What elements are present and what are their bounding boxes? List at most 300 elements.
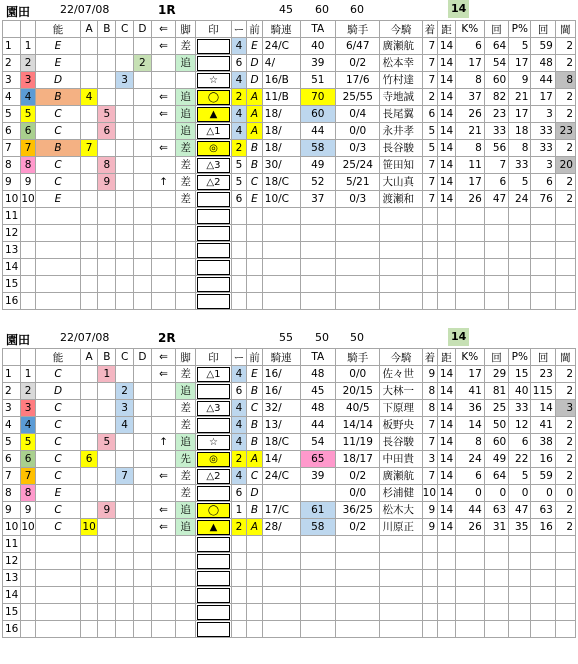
column-header: 距 xyxy=(438,349,456,366)
k-percent: 8 xyxy=(455,72,484,89)
prediction-mark-box: △1 xyxy=(197,124,230,139)
empty-cell xyxy=(455,225,484,242)
jockey-pair: 18/ xyxy=(262,140,300,157)
ta-value: 37 xyxy=(300,191,336,208)
column-header: ー xyxy=(231,21,247,38)
move-arrow: ↑ xyxy=(151,434,175,451)
k-percent: 17 xyxy=(455,55,484,72)
empty-cell xyxy=(80,276,98,293)
empty-cell xyxy=(555,587,575,604)
column-header-row xyxy=(3,349,576,366)
ta-value: 70 xyxy=(300,89,336,106)
p-percent: 6 xyxy=(509,434,531,451)
empty-cell xyxy=(134,587,152,604)
empty-cell xyxy=(36,242,80,259)
empty-cell xyxy=(531,536,555,553)
empty-cell xyxy=(438,276,456,293)
front-grade: B xyxy=(247,502,263,519)
front-grade: A xyxy=(247,519,263,536)
jockey-name: 寺地誠 xyxy=(380,89,422,106)
ta-value: 60 xyxy=(300,106,336,123)
empty-cell xyxy=(80,621,98,638)
prediction-mark-box xyxy=(197,39,230,54)
finish-count: 7 xyxy=(422,55,438,72)
empty-cell xyxy=(116,225,134,242)
ability-grade: C xyxy=(36,468,80,485)
jockey-name: 廣瀬航 xyxy=(380,468,422,485)
empty-cell xyxy=(380,553,422,570)
m-value: 4 xyxy=(231,434,247,451)
col-c-value: 3 xyxy=(116,72,134,89)
empty-cell xyxy=(176,225,196,242)
distance-value: 14 xyxy=(438,468,456,485)
empty-cell xyxy=(98,208,116,225)
empty-cell xyxy=(134,536,152,553)
column-header-row xyxy=(3,21,576,38)
race-1-sheet xyxy=(2,0,576,310)
table-row xyxy=(3,157,576,174)
empty-cell xyxy=(176,587,196,604)
empty-cell xyxy=(380,536,422,553)
prediction-mark xyxy=(196,140,232,157)
empty-cell xyxy=(231,587,247,604)
empty-cell xyxy=(455,208,484,225)
k-percent: 8 xyxy=(455,140,484,157)
prediction-mark-box: ☆ xyxy=(197,73,230,88)
distance-header: 14 xyxy=(448,0,469,18)
empty-cell xyxy=(438,259,456,276)
empty-cell xyxy=(98,225,116,242)
p-percent: 0 xyxy=(509,485,531,502)
column-header: 距 xyxy=(438,21,456,38)
move-arrow xyxy=(151,383,175,400)
empty-cell xyxy=(380,604,422,621)
empty-row xyxy=(3,621,576,638)
empty-cell xyxy=(80,570,98,587)
k-count: 6 xyxy=(484,174,508,191)
waku-number: 10 xyxy=(20,519,36,536)
row-number: 9 xyxy=(3,174,21,191)
empty-cell xyxy=(98,570,116,587)
k-count: 56 xyxy=(484,140,508,157)
empty-cell xyxy=(176,293,196,310)
empty-cell xyxy=(196,293,232,310)
distance-value: 14 xyxy=(438,502,456,519)
empty-cell xyxy=(231,553,247,570)
column-header: ー xyxy=(231,349,247,366)
k-percent: 6 xyxy=(455,468,484,485)
k-count: 31 xyxy=(484,519,508,536)
p-count: 6 xyxy=(531,174,555,191)
row-number: 16 xyxy=(3,621,21,638)
col-a-value xyxy=(80,55,98,72)
empty-cell xyxy=(262,208,300,225)
row-number: 15 xyxy=(3,276,21,293)
prediction-mark-box xyxy=(197,294,230,309)
pace-value: 45 xyxy=(279,3,293,16)
jockey-pair: 18/ xyxy=(262,123,300,140)
running-style: 追 xyxy=(176,89,196,106)
empty-cell xyxy=(176,536,196,553)
empty-cell xyxy=(300,621,336,638)
col-c-value xyxy=(116,451,134,468)
ta-value: 52 xyxy=(300,174,336,191)
jockey-pair: 17/C xyxy=(262,502,300,519)
empty-cell xyxy=(151,604,175,621)
finish-count: 7 xyxy=(422,72,438,89)
front-grade: E xyxy=(247,366,263,383)
running-style: 差 xyxy=(176,157,196,174)
p-percent: 15 xyxy=(509,366,531,383)
m-value: 4 xyxy=(231,38,247,55)
empty-cell xyxy=(262,242,300,259)
p-percent: 33 xyxy=(509,157,531,174)
empty-cell xyxy=(20,276,36,293)
running-style: 差 xyxy=(176,174,196,191)
waku-number: 7 xyxy=(20,468,36,485)
row-number: 6 xyxy=(3,451,21,468)
row-number: 13 xyxy=(3,570,21,587)
m-value: 2 xyxy=(231,140,247,157)
jockey-name: 永井孝 xyxy=(380,123,422,140)
col-a-value xyxy=(80,191,98,208)
k-count: 60 xyxy=(484,434,508,451)
waku-number: 8 xyxy=(20,485,36,502)
col-c-value xyxy=(116,55,134,72)
prediction-mark-box xyxy=(197,605,230,620)
empty-row xyxy=(3,208,576,225)
empty-cell xyxy=(231,225,247,242)
prediction-mark-box xyxy=(197,418,230,433)
p-count: 59 xyxy=(531,468,555,485)
empty-cell xyxy=(455,293,484,310)
empty-cell xyxy=(555,570,575,587)
empty-cell xyxy=(422,587,438,604)
waku-number: 3 xyxy=(20,400,36,417)
finish-count: 8 xyxy=(422,400,438,417)
col-d-value xyxy=(134,383,152,400)
move-arrow xyxy=(151,417,175,434)
distance-value: 14 xyxy=(438,89,456,106)
empty-cell xyxy=(176,208,196,225)
pace-value: 55 xyxy=(279,331,293,344)
col-a-value xyxy=(80,174,98,191)
col-d-value: 2 xyxy=(134,55,152,72)
empty-cell xyxy=(555,259,575,276)
jockey-pair: 10/C xyxy=(262,191,300,208)
ta-value: 45 xyxy=(300,383,336,400)
jockey-record: 0/0 xyxy=(336,485,380,502)
empty-cell xyxy=(336,293,380,310)
jockey-record: 5/21 xyxy=(336,174,380,191)
col-b-value xyxy=(98,72,116,89)
k-count: 29 xyxy=(484,366,508,383)
col-b-value xyxy=(98,519,116,536)
pace-value: 60 xyxy=(350,3,364,16)
gate-value: 2 xyxy=(555,106,575,123)
prediction-mark xyxy=(196,157,232,174)
column-header: 騎連 xyxy=(262,349,300,366)
empty-cell xyxy=(438,621,456,638)
prediction-mark-box xyxy=(197,384,230,399)
col-b-value xyxy=(98,485,116,502)
finish-count: 2 xyxy=(422,89,438,106)
empty-cell xyxy=(380,293,422,310)
k-percent: 14 xyxy=(455,417,484,434)
m-value: 4 xyxy=(231,400,247,417)
empty-cell xyxy=(300,225,336,242)
ability-grade: E xyxy=(36,485,80,502)
empty-cell xyxy=(116,208,134,225)
empty-cell xyxy=(80,259,98,276)
empty-cell xyxy=(20,208,36,225)
table-row xyxy=(3,106,576,123)
ta-value: 48 xyxy=(300,366,336,383)
row-number: 8 xyxy=(3,485,21,502)
jockey-record: 25/24 xyxy=(336,157,380,174)
empty-cell xyxy=(247,604,263,621)
ability-grade: C xyxy=(36,366,80,383)
k-count: 64 xyxy=(484,38,508,55)
p-percent: 18 xyxy=(509,123,531,140)
row-number: 6 xyxy=(3,123,21,140)
running-style xyxy=(176,72,196,89)
empty-cell xyxy=(438,242,456,259)
jockey-pair: 13/ xyxy=(262,417,300,434)
prediction-mark-box: ◎ xyxy=(197,141,230,156)
front-grade: D xyxy=(247,55,263,72)
col-a-value xyxy=(80,383,98,400)
prediction-mark-box xyxy=(197,56,230,71)
entries-table xyxy=(2,20,576,310)
empty-cell xyxy=(484,293,508,310)
table-row xyxy=(3,485,576,502)
jockey-pair: 28/ xyxy=(262,519,300,536)
prediction-mark xyxy=(196,72,232,89)
empty-cell xyxy=(455,536,484,553)
prediction-mark-box: ▲ xyxy=(197,520,230,535)
table-row xyxy=(3,400,576,417)
running-style: 差 xyxy=(176,38,196,55)
gate-value: 0 xyxy=(555,485,575,502)
empty-cell xyxy=(98,553,116,570)
p-count: 59 xyxy=(531,38,555,55)
empty-cell xyxy=(98,621,116,638)
jockey-pair xyxy=(262,485,300,502)
column-header: C xyxy=(116,21,134,38)
ta-value: 40 xyxy=(300,38,336,55)
empty-cell xyxy=(422,276,438,293)
front-grade: B xyxy=(247,434,263,451)
running-style: 追 xyxy=(176,106,196,123)
p-percent: 5 xyxy=(509,174,531,191)
row-number: 9 xyxy=(3,502,21,519)
running-style: 先 xyxy=(176,451,196,468)
front-grade: C xyxy=(247,400,263,417)
m-value: 2 xyxy=(231,451,247,468)
column-header: 回 xyxy=(531,21,555,38)
p-count: 16 xyxy=(531,519,555,536)
col-c-value: 3 xyxy=(116,400,134,417)
waku-number: 10 xyxy=(20,191,36,208)
p-count: 23 xyxy=(531,366,555,383)
row-number: 15 xyxy=(3,604,21,621)
empty-cell xyxy=(262,259,300,276)
k-count: 64 xyxy=(484,468,508,485)
empty-cell xyxy=(484,259,508,276)
empty-cell xyxy=(116,553,134,570)
empty-cell xyxy=(422,536,438,553)
empty-cell xyxy=(36,570,80,587)
table-row xyxy=(3,72,576,89)
empty-cell xyxy=(134,276,152,293)
empty-cell xyxy=(20,587,36,604)
column-header: 着 xyxy=(422,21,438,38)
move-arrow xyxy=(151,157,175,174)
empty-cell xyxy=(300,553,336,570)
k-percent: 24 xyxy=(455,451,484,468)
empty-cell xyxy=(336,536,380,553)
empty-cell xyxy=(20,242,36,259)
front-grade: D xyxy=(247,72,263,89)
distance-value: 14 xyxy=(438,383,456,400)
empty-cell xyxy=(196,208,232,225)
p-count: 3 xyxy=(531,106,555,123)
k-percent: 26 xyxy=(455,191,484,208)
distance-value: 14 xyxy=(438,106,456,123)
gate-value: 2 xyxy=(555,140,575,157)
empty-cell xyxy=(116,259,134,276)
prediction-mark-box xyxy=(197,243,230,258)
move-arrow xyxy=(151,485,175,502)
col-a-value xyxy=(80,400,98,417)
empty-cell xyxy=(20,570,36,587)
p-percent: 33 xyxy=(509,400,531,417)
row-number: 12 xyxy=(3,225,21,242)
empty-cell xyxy=(176,604,196,621)
prediction-mark xyxy=(196,106,232,123)
jockey-pair: 32/ xyxy=(262,400,300,417)
jockey-pair: 11/B xyxy=(262,89,300,106)
col-c-value xyxy=(116,434,134,451)
col-b-value xyxy=(98,383,116,400)
col-d-value xyxy=(134,38,152,55)
col-c-value xyxy=(116,157,134,174)
empty-cell xyxy=(36,293,80,310)
finish-count: 7 xyxy=(422,157,438,174)
row-number: 3 xyxy=(3,72,21,89)
row-number: 13 xyxy=(3,242,21,259)
col-d-value xyxy=(134,485,152,502)
col-a-value: 4 xyxy=(80,89,98,106)
ability-grade: C xyxy=(36,451,80,468)
empty-cell xyxy=(262,553,300,570)
col-d-value xyxy=(134,140,152,157)
k-percent: 0 xyxy=(455,485,484,502)
k-percent: 26 xyxy=(455,106,484,123)
column-header-blank xyxy=(20,349,36,366)
empty-cell xyxy=(98,293,116,310)
empty-cell xyxy=(247,587,263,604)
empty-cell xyxy=(438,225,456,242)
empty-cell xyxy=(531,225,555,242)
empty-cell xyxy=(80,208,98,225)
m-value: 5 xyxy=(231,174,247,191)
col-d-value xyxy=(134,519,152,536)
empty-cell xyxy=(20,621,36,638)
front-grade: A xyxy=(247,123,263,140)
col-a-value xyxy=(80,485,98,502)
jockey-pair: 24/C xyxy=(262,468,300,485)
distance-value: 14 xyxy=(438,174,456,191)
k-percent: 8 xyxy=(455,434,484,451)
empty-cell xyxy=(509,553,531,570)
empty-cell xyxy=(531,621,555,638)
empty-cell xyxy=(509,259,531,276)
empty-cell xyxy=(151,208,175,225)
empty-cell xyxy=(484,604,508,621)
col-a-value xyxy=(80,123,98,140)
waku-number: 6 xyxy=(20,123,36,140)
waku-number: 9 xyxy=(20,502,36,519)
running-style: 差 xyxy=(176,485,196,502)
table-row xyxy=(3,191,576,208)
empty-cell xyxy=(555,208,575,225)
ability-grade: C xyxy=(36,502,80,519)
empty-cell xyxy=(231,259,247,276)
empty-row xyxy=(3,536,576,553)
empty-cell xyxy=(336,276,380,293)
m-value: 6 xyxy=(231,55,247,72)
empty-row xyxy=(3,293,576,310)
col-a-value: 6 xyxy=(80,451,98,468)
jockey-record: 14/14 xyxy=(336,417,380,434)
waku-number: 5 xyxy=(20,434,36,451)
prediction-mark xyxy=(196,174,232,191)
empty-cell xyxy=(555,621,575,638)
column-header: A xyxy=(80,21,98,38)
col-c-value: 4 xyxy=(116,417,134,434)
move-arrow xyxy=(151,72,175,89)
prediction-mark xyxy=(196,55,232,72)
empty-cell xyxy=(262,570,300,587)
move-arrow xyxy=(151,191,175,208)
empty-cell xyxy=(151,570,175,587)
col-d-value xyxy=(134,89,152,106)
empty-cell xyxy=(484,621,508,638)
move-arrow: ⇐ xyxy=(151,140,175,157)
move-arrow xyxy=(151,400,175,417)
empty-cell xyxy=(336,621,380,638)
k-count: 25 xyxy=(484,400,508,417)
running-style: 差 xyxy=(176,366,196,383)
column-header: A xyxy=(80,349,98,366)
move-arrow: ⇐ xyxy=(151,502,175,519)
empty-cell xyxy=(484,553,508,570)
ta-value: 58 xyxy=(300,140,336,157)
empty-cell xyxy=(20,293,36,310)
empty-cell xyxy=(438,293,456,310)
empty-cell xyxy=(98,536,116,553)
pace-value: 50 xyxy=(315,331,329,344)
prediction-mark xyxy=(196,519,232,536)
empty-row xyxy=(3,587,576,604)
empty-cell xyxy=(176,242,196,259)
m-value: 1 xyxy=(231,502,247,519)
ability-grade: E xyxy=(36,55,80,72)
prediction-mark xyxy=(196,383,232,400)
empty-row xyxy=(3,242,576,259)
